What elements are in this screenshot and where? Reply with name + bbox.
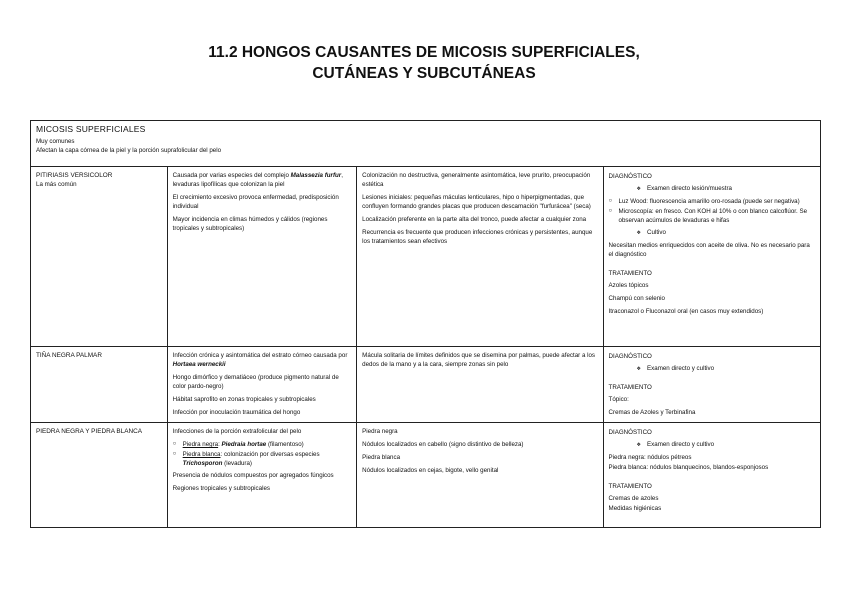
diamond-bullet-icon: ❖ [636,230,642,236]
header-line-1: Muy comunes [36,138,75,145]
etiology-paragraph: Presencia de nódulos compuestos por agregados fúngicos [172,472,334,479]
etiology-cell [168,347,358,422]
clinical-paragraph: Piedra negra [362,428,398,435]
clinical-paragraph: Piedra blanca [362,454,401,461]
etiology-bullet: ○ Piedra negra: Piedraia hortae (filamentoso) [172,441,304,448]
treatment-label: TRATAMIENTO [608,384,652,391]
disease-name: TIÑA NEGRA PALMAR [36,352,102,359]
header-line-2: Afectan la capa córnea de la piel y la porción suprafolicular del pelo [36,147,222,154]
mycosis-table [30,120,821,528]
clinical-paragraph: Localización preferente en la parte alta del tronco, puede afectar a cualquier zona [362,216,587,223]
etiology-paragraph: Regiones tropicales y subtropicales [172,485,270,492]
etiology-paragraph: Hongo dimórfico y dematiáceo (produce pigmento natural de color pardo-negro) [172,374,339,390]
species-name: Hortaea werneckii [172,361,226,368]
treatment-item: Itraconazol o Fluconazol oral (en casos muy extendidos) [608,308,764,315]
clinical-paragraph: Colonización no destructiva, generalmente asintomática, leve prurito, preocupación estética [362,172,591,188]
circle-bullet-icon: ○ [172,441,177,447]
disease-name: PITIRIASIS VERSICOLOR [36,172,113,179]
diagnosis-item: ○ Luz Wood: fluorescencia amarillo oro-rosada (puede ser negativa) [608,198,800,205]
treatment-label: TRATAMIENTO [608,270,652,277]
etiology-paragraph: Infecciones de la porción extrafolicular del pelo [172,428,302,435]
section-heading: MICOSIS SUPERFICIALES [36,124,146,134]
treatment-label: TRATAMIENTO [608,483,652,490]
species-name: Trichosporon [182,460,223,467]
table-row [31,423,820,527]
diagnosis-treatment-cell [604,347,820,422]
treatment-item: Tópico: [608,396,629,403]
diagnosis-item: ○ Microscopía: en fresco. Con KOH al 10% o con blanco calcoflúor. Se observan acúmulos de levaduras e hifas [608,208,808,224]
table-header [31,121,820,167]
diagnosis-treatment-cell [604,423,820,527]
etiology-cell [168,423,358,527]
clinical-paragraph: Nódulos localizados en cabello (signo distintivo de belleza) [362,441,524,448]
diamond-bullet-icon: ❖ [636,366,642,372]
etiology-bullet: ○ Piedra blanca: colonización por diversas especies Trichosporon (levadura) [172,451,320,467]
treatment-item: Cremas de Azoles y Terbinafina [608,409,696,416]
clinical-cell [357,167,603,346]
diamond-bullet-icon: ❖ [636,186,642,192]
treatment-item: Azoles tópicos [608,282,649,289]
clinical-cell [357,423,603,527]
disease-name: PIEDRA NEGRA Y PIEDRA BLANCA [36,428,142,435]
clinical-paragraph: Lesiones iniciales: pequeñas máculas lenticulares, hipo o hiperpigmentadas, que confluyen formando grandes placas que producen descamación "furfurácea" (seca) [362,194,591,210]
diagnosis-item: Necesitan medios enriquecidos con aceite de oliva. No es necesario para el diagnóstico [608,242,810,258]
disease-subtitle: La más común [36,181,77,188]
etiology-paragraph: Causada por varias especies del complejo Malassezia furfur, levaduras lipofílicas que colonizan la piel [172,172,343,188]
table-row [31,167,820,347]
diagnosis-label: DIAGNÓSTICO [608,173,652,180]
etiology-paragraph: Hábitat saprofito en zonas tropicales y subtropicales [172,396,316,403]
etiology-paragraph: El crecimiento excesivo provoca enfermedad, predisposición individual [172,194,339,210]
clinical-paragraph: Mácula solitaria de límites definidos que se disemina por palmas, puede afectar a los dedos de la mano y a la cara, siempre zonas sin pelo [362,352,596,368]
species-name: Malassezia furfur [290,172,342,179]
treatment-item: Medidas higiénicas [608,505,662,512]
diagnosis-treatment-cell [604,167,820,346]
disease-name-cell [31,167,168,346]
table-row [31,347,820,423]
diagnosis-label: DIAGNÓSTICO [608,353,652,360]
etiology-cell [168,167,358,346]
circle-bullet-icon: ○ [608,198,613,204]
clinical-paragraph: Nódulos localizados en cejas, bigote, vello genital [362,467,499,474]
document-title [0,42,848,84]
diagnosis-item: ❖ Examen directo y cultivo [636,441,715,448]
clinical-cell [357,347,603,422]
treatment-item: Champú con selenio [608,295,665,302]
etiology-paragraph: Mayor incidencia en climas húmedos y cálidos (regiones tropicales y subtropicales) [172,216,328,232]
title-line-2: CUTÁNEAS Y SUBCUTÁNEAS [312,65,536,82]
diagnosis-item: ❖ Cultivo [636,229,666,236]
etiology-paragraph: Infección por inoculación traumática del hongo [172,409,301,416]
disease-name-cell [31,423,168,527]
diamond-bullet-icon: ❖ [636,442,642,448]
disease-name-cell [31,347,168,422]
species-name: Piedraia hortae [221,441,267,448]
diagnosis-item: ❖ Examen directo y cultivo [636,365,715,372]
etiology-paragraph: Infección crónica y asintomática del estrato córneo causada por Hortaea werneckii [172,352,348,368]
title-line-1: 11.2 HONGOS CAUSANTES DE MICOSIS SUPERFICIALES, [208,44,640,61]
diagnosis-item: Piedra negra: nódulos pétreos [608,454,692,461]
clinical-paragraph: Recurrencia es frecuente que producen infecciones crónicas y persistentes, aunque los tratamientos sean efectivos [362,229,593,245]
diagnosis-item: Piedra blanca: nódulos blanquecinos, blandos-esponjosos [608,464,769,471]
circle-bullet-icon: ○ [172,451,177,457]
diagnosis-item: ❖ Examen directo lesión/muestra [636,185,732,192]
diagnosis-label: DIAGNÓSTICO [608,429,652,436]
treatment-item: Cremas de azoles [608,495,659,502]
circle-bullet-icon: ○ [608,208,613,214]
